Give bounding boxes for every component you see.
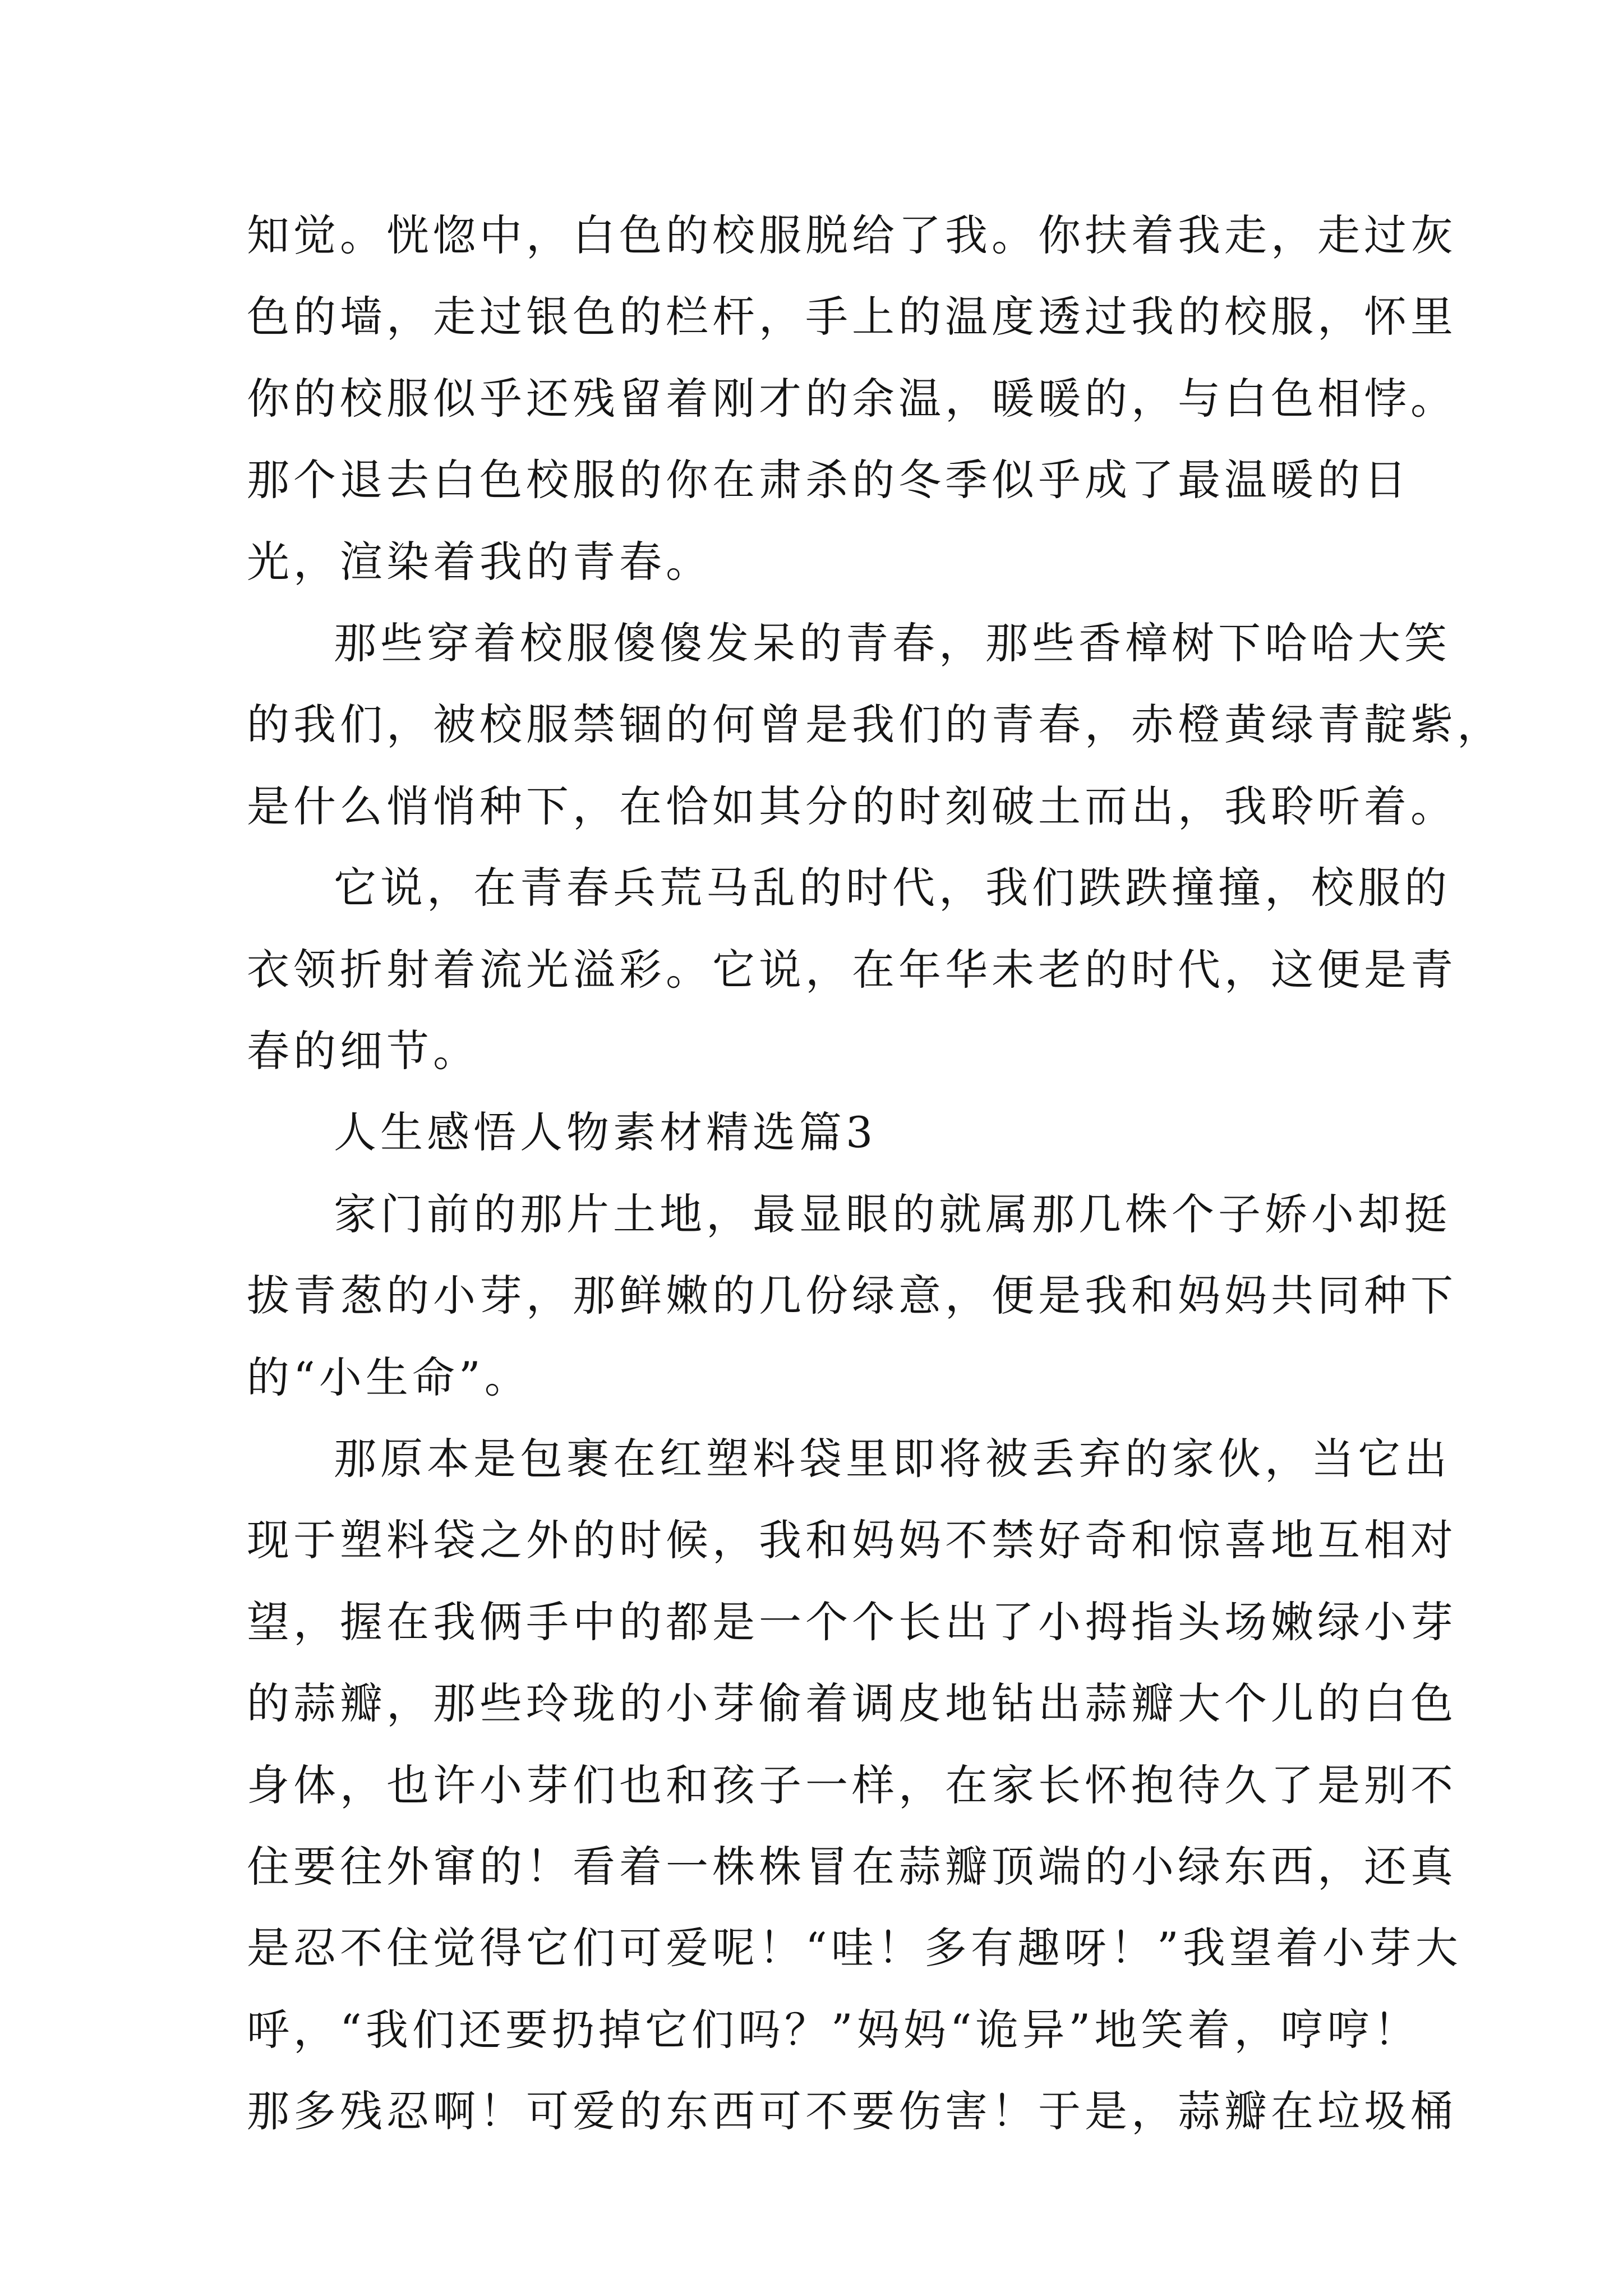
text-line: 的“小生命”。 (247, 1352, 531, 1402)
text-line: 望，握在我俩手中的都是一个个长出了小拇指头场嫩绿小芽 (247, 1597, 1457, 1647)
section-heading: 人生感悟人物素材精选篇3 (334, 1107, 877, 1157)
text-line: 是什么悄悄种下，在恰如其分的时刻破土而出，我聆听着。 (247, 781, 1457, 831)
text-line: 那多残忍啊！可爱的东西可不要伤害！于是，蒜瓣在垃圾桶 (247, 2086, 1457, 2136)
text-line: 那原本是包裹在红塑料袋里即将被丢弃的家伙，当它出 (334, 1434, 1451, 1484)
text-line: 家门前的那片土地，最显眼的就属那几株个子娇小却挺 (334, 1189, 1451, 1239)
text-line: 色的墙，走过银色的栏杆，手上的温度透过我的校服，怀里 (247, 292, 1457, 342)
text-line: 它说，在青春兵荒马乱的时代，我们跌跌撞撞，校服的 (334, 863, 1451, 913)
text-line: 春的细节。 (247, 1026, 479, 1076)
text-line: 你的校服似乎还残留着刚才的余温，暖暖的，与白色相悖。 (247, 374, 1457, 424)
text-line: 衣领折射着流光溢彩。它说，在年华未老的时代，这便是青 (247, 945, 1457, 995)
text-line: 拔青葱的小芽，那鲜嫩的几份绿意，便是我和妈妈共同种下 (247, 1271, 1457, 1320)
text-line: 那个退去白色校服的你在肃杀的冬季似乎成了最温暖的日 (247, 455, 1410, 505)
text-line: 是忍不住觉得它们可爱呢！“哇！多有趣呀！”我望着小芽大 (247, 1923, 1462, 1973)
text-line: 光，渲染着我的青春。 (247, 537, 712, 587)
text-line: 那些穿着校服傻傻发呆的青春，那些香樟树下哈哈大笑 (334, 618, 1451, 668)
text-line: 知觉。恍惚中，白色的校服脱给了我。你扶着我走，走过灰 (247, 210, 1457, 260)
text-line: 身体，也许小芽们也和孩子一样，在家长怀抱待久了是别不 (247, 1760, 1457, 1810)
text-line: 呼，“我们还要扔掉它们吗？”妈妈“诡异”地笑着，哼哼！ (247, 2005, 1421, 2055)
text-line: 住要往外窜的！看着一株株冒在蒜瓣顶端的小绿东西，还真 (247, 1842, 1457, 1892)
text-line: 的蒜瓣，那些玲珑的小芽偷着调皮地钻出蒜瓣大个儿的白色 (247, 1678, 1457, 1728)
text-line: 现于塑料袋之外的时候，我和妈妈不禁好奇和惊喜地互相对 (247, 1515, 1457, 1565)
text-line: 的我们，被校服禁锢的何曾是我们的青春，赤橙黄绿青靛紫， (247, 700, 1504, 749)
